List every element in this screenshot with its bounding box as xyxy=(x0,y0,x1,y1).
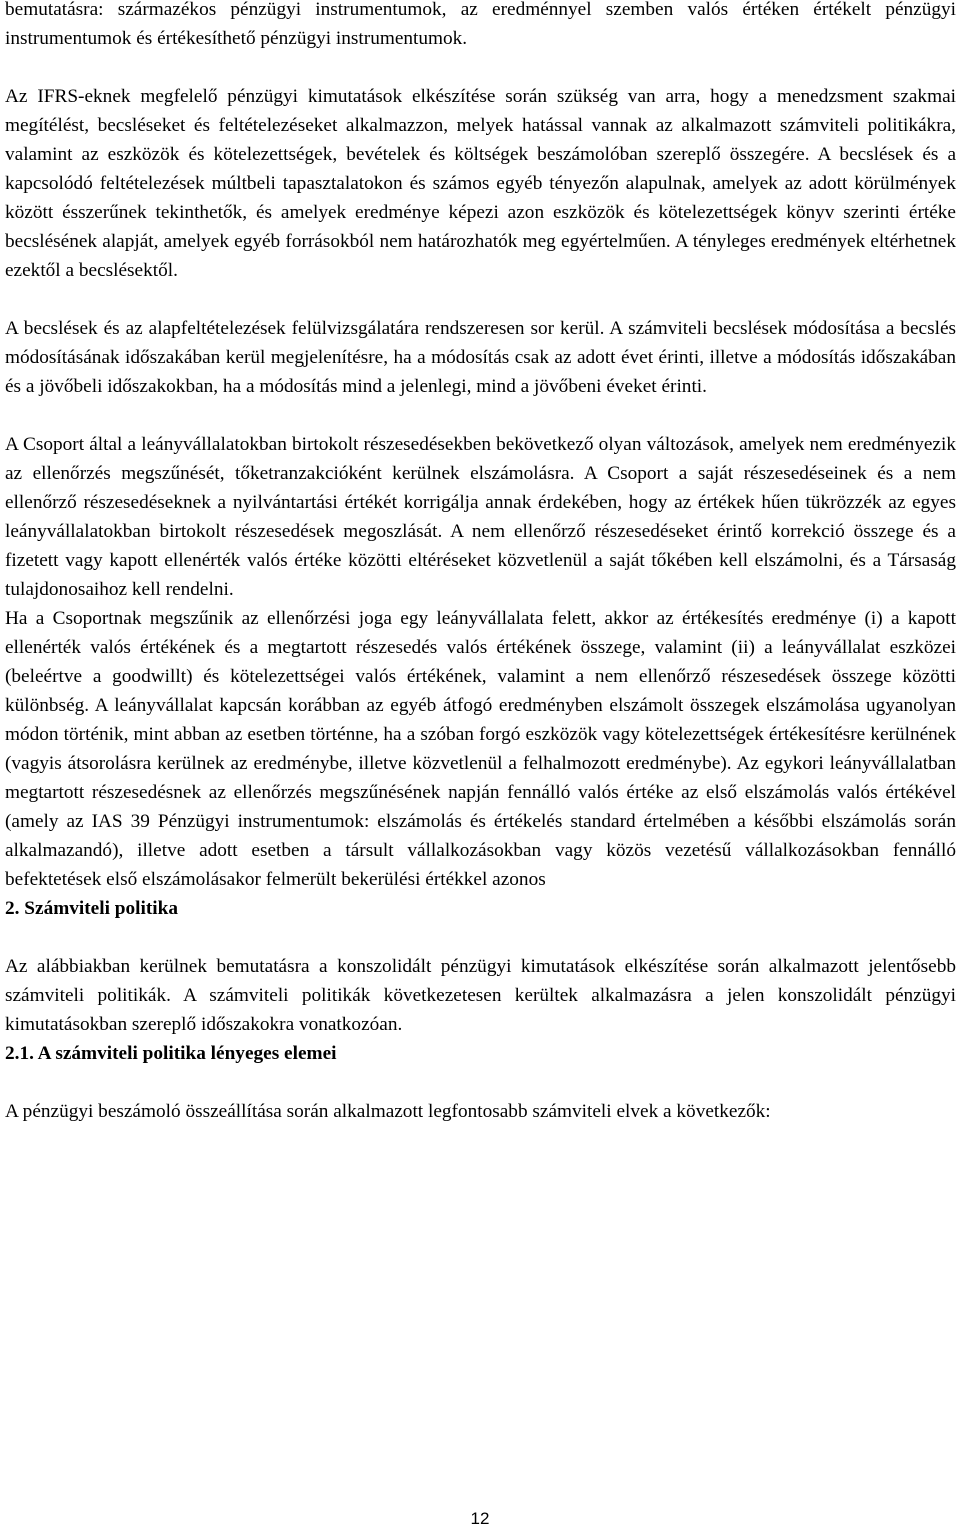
document-page xyxy=(5,0,956,1126)
paragraph-loss-of-control: Ha a Csoportnak megszűnik az ellenőrzési joga egy leányvállalata felett, akkor az értékesítés eredménye (i) a kapott ellenérték valós értékének és a megtartott részesedés valós értékének összege, valamint (ii) a leányvállalat eszközei (beleértve a goodwillt) és kötelezettségei valós értékének, valamint a nem ellenőrző részesedések összege közötti különbség. A leányvállalat kapcsán korábban az egyéb átfogó eredményben elszámolt összegek elszámolása ugyanolyan módon történik, mint abban az esetben történne, ha a szóban forgó eszközök vagy kötelezettségek értékesítésre kerülnének (vagyis átsorolásra kerülnek az eredménybe, illetve közvetlenül a felhalmozott eredménybe). Az egykori leányvállalatban megtartott részesedésnek az ellenőrzés megszűnésének napján fennálló valós értéke az első elszámolás valós értékével (amely az IAS 39 Pénzügyi instrumentumok: elszámolás és értékelés standard értelmében a későbbi elszámolás során alkalmazandó), illetve adott esetben a társult vállalkozásokban vagy közös vezetésű vállalkozásokban fennálló befektetések első elszámolásakor felmerült bekerülési értékkel azonos xyxy=(5,608,956,890)
subsection-heading-key-elements: 2.1. A számviteli politika lényeges elemei xyxy=(5,1043,337,1064)
paragraph-accounting-policy-intro: Az alábbiakban kerülnek bemutatásra a konszolidált pénzügyi kimutatások elkészítése során alkalmazott jelentősebb számviteli politikák. A számviteli politikák következetesen kerültek alkalmazásra a jelen konszolidált pénzügyi kimutatásokban szereplő időszakokra vonatkozóan. xyxy=(5,956,956,1035)
paragraph-key-principles: A pénzügyi beszámoló összeállítása során alkalmazott legfontosabb számviteli elvek a következők: xyxy=(5,1101,771,1122)
paragraph-financial-instruments: bemutatásra: származékos pénzügyi instrumentumok, az eredménnyel szemben valós értéken értékelt pénzügyi instrumentumok és értékesíthető pénzügyi instrumentumok. xyxy=(5,0,956,49)
paragraph-ownership-changes: A Csoport által a leányvállalatokban birtokolt részesedésekben bekövetkező olyan változások, amelyek nem eredményezik az ellenőrzés megszűnését, tőketranzakcióként kerülnek elszámolásra. A Csoport a saját részesedéseinek és a nem ellenőrző részesedéseknek a nyilvántartási értékét korrigálja annak érdekében, hogy az értékek hűen tükrözzék az egyes leányvállalatokban birtokolt részesedések megoszlását. A nem ellenőrző részesedéseket érintő korrekció összege és a fizetett vagy kapott ellenérték valós értéke közötti eltéréseket közvetlenül a saját tőkében kell elszámolni, és a Társaság tulajdonosaihoz kell rendelni. xyxy=(5,434,956,600)
section-heading-accounting-policy: 2. Számviteli politika xyxy=(5,898,178,919)
page-number: 12 xyxy=(470,1509,490,1528)
paragraph-estimates: Az IFRS-eknek megfelelő pénzügyi kimutatások elkészítése során szükség van arra, hogy a menedzsment szakmai megítélést, becsléseket és feltételezéseket alkalmazzon, melyek hatással vannak az alkalmazott számviteli politikákra, valamint az eszközök és kötelezettségek, bevételek és költségek beszámolóban szereplő összegére. A becslések és a kapcsolódó feltételezések múltbeli tapasztalatokon és számos egyéb tényezőn alapulnak, amelyek az adott körülmények között ésszerűnek tekinthetők, és amelyek eredménye képezi azon eszközök és kötelezettségek könyv szerinti értéke becslésének alapját, amelyek egyéb forrásokból nem határozhatók meg egyértelműen. A tényleges eredmények eltérhetnek ezektől a becslésektől. xyxy=(5,86,956,281)
paragraph-estimate-review: A becslések és az alapfeltételezések felülvizsgálatára rendszeresen sor kerül. A számviteli becslések módosítása a becslés módosításának időszakában kerül megjelenítésre, ha a módosítás csak az adott évet érinti, illetve a módosítás időszakában és a jövőbeli időszakokban, ha a módosítás mind a jelenlegi, mind a jövőbeni éveket érinti. xyxy=(5,318,956,397)
